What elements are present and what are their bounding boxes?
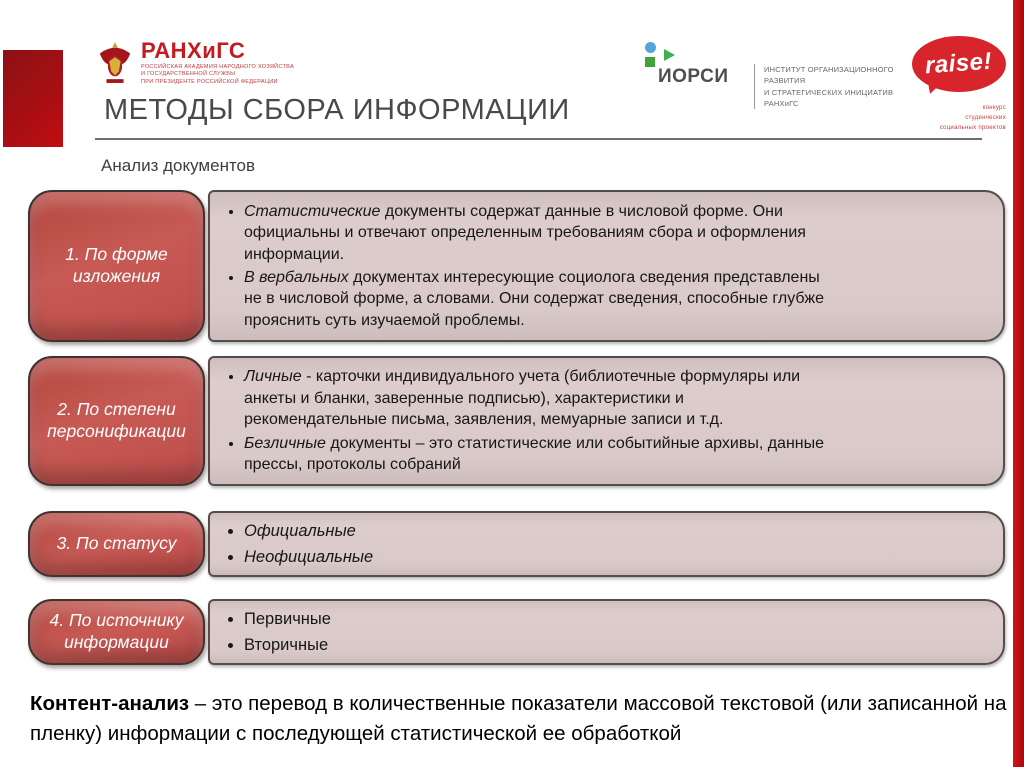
ranepa-logo-subtext: РОССИЙСКАЯ АКАДЕМИЯ НАРОДНОГО ХОЗЯЙСТВА И ГОСУДАРСТВЕННОЙ СЛУЖБЫ ПРИ ПРЕЗИДЕНТЕ РОССИЙСКОЙ ФЕДЕРАЦИИ — [141, 64, 294, 85]
footer-definition — [30, 689, 1008, 749]
iorsi-logo-name: ИОРСИ — [658, 66, 729, 87]
raise-logo-name: raise! — [924, 47, 994, 80]
iorsi-triangle-icon — [664, 49, 675, 61]
bullet-text: документы содержат данные в числовой форме. Они официальны и отвечают определенным требованиям сбора и оформления информации. — [244, 202, 806, 263]
bullet-item — [244, 366, 828, 430]
bullet-list — [224, 364, 828, 477]
footer-text: – это перевод в количественные показатели массовой текстовой (или записанной на пленку) информации с последующей статистической ее обработкой — [30, 692, 1007, 746]
bullet-item — [244, 267, 828, 331]
category-badge-3 — [28, 511, 205, 577]
bullet-list — [224, 199, 828, 334]
iorsi-logo-description: ИНСТИТУТ ОРГАНИЗАЦИОННОГО РАЗВИТИЯ И СТРАТЕГИЧЕСКИХ ИНИЦИАТИВ РАНХиГС — [754, 64, 896, 109]
ranepa-logo-name: РАНХиГС — [141, 38, 246, 63]
right-accent-bar — [1013, 0, 1024, 767]
left-accent-bar — [3, 50, 63, 147]
bullet-item — [244, 520, 983, 542]
bullet-text: документах интересующие социолога сведения представлены не в числовой форме, а словами. Они содержат сведения, способные глубже прояснить суть изучаемой проблемы. — [244, 269, 825, 329]
bullet-text: Первичные — [244, 609, 331, 628]
page-title: МЕТОДЫ СБОРА ИНФОРМАЦИИ — [104, 94, 570, 126]
content-panel-1 — [208, 190, 1005, 342]
category-label: 4. По источнику информации — [49, 610, 184, 652]
category-label: 2. По степени персонификации — [47, 399, 186, 441]
ranepa-emblem-icon — [96, 40, 134, 86]
bullet-lead: Безличные — [244, 434, 326, 452]
iorsi-circle-icon — [645, 42, 656, 53]
content-panel-2 — [208, 356, 1005, 486]
category-badge-4 — [28, 599, 205, 665]
bullet-lead: Личные — [244, 368, 302, 386]
category-row-1 — [28, 190, 1005, 342]
bullet-item — [244, 201, 828, 265]
category-badge-1 — [28, 190, 205, 342]
iorsi-logo — [636, 42, 896, 108]
content-panel-4 — [208, 599, 1005, 665]
footer-term: Контент-анализ — [30, 692, 190, 715]
bullet-item — [244, 546, 983, 568]
category-label: 3. По статусу — [56, 533, 177, 554]
content-panel-3 — [208, 511, 1005, 577]
category-badge-2 — [28, 356, 205, 486]
bullet-lead: Статистические — [244, 202, 381, 220]
category-row-3 — [28, 511, 1005, 577]
category-row-4 — [28, 599, 1005, 665]
iorsi-square-icon — [645, 57, 655, 67]
bullet-list — [224, 516, 983, 572]
bullet-lead: Официальные — [244, 521, 356, 540]
bullet-text: - карточки индивидуального учета (библиотечные формуляры или анкеты и бланки, заверенные подписью), характеристики и рекомендательные письма, заявления, мемуарные записи и т.д. — [244, 368, 801, 429]
ranepa-logo — [96, 40, 294, 86]
bullet-lead: В вербальных — [244, 269, 349, 286]
bullet-item — [244, 608, 983, 630]
bullet-text: Вторичные — [244, 636, 329, 654]
raise-speech-bubble-icon — [912, 36, 1006, 92]
bullet-lead: Неофициальные — [244, 548, 374, 566]
category-row-2 — [28, 356, 1005, 486]
title-divider — [95, 138, 982, 140]
bullet-text: документы – это статистические или событийные архивы, данные прессы, протоколы собраний — [244, 434, 825, 474]
category-label: 1. По форме изложения — [65, 244, 168, 286]
bullet-item — [244, 433, 828, 476]
raise-logo-tagline: конкурс студенческих социальных проектов — [939, 105, 1006, 132]
raise-logo — [912, 36, 1012, 134]
bullet-list — [224, 604, 983, 660]
bullet-item — [244, 634, 983, 656]
page-subtitle: Анализ документов — [101, 156, 256, 175]
